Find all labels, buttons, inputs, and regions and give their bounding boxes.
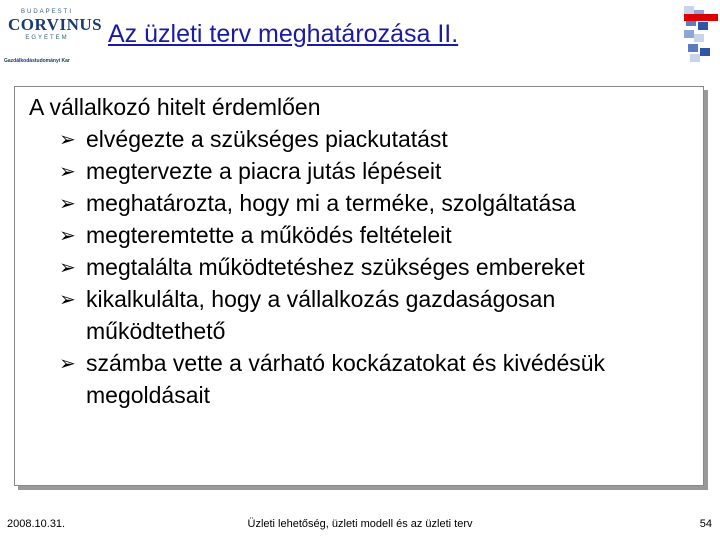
red-badge — [684, 14, 718, 21]
logo-main-text: CORVINUS — [8, 15, 103, 34]
arrow-right-icon: ➢ — [59, 287, 76, 311]
corvinus-logo — [8, 8, 103, 64]
bullet-list — [29, 123, 695, 411]
bullet-text: megtervezte a piacra jutás lépéseit — [86, 158, 442, 184]
logo-bottom-text: EGYETEM — [25, 35, 69, 41]
bullet-item — [29, 123, 695, 155]
footer-date: 2008.10.31. — [7, 518, 66, 530]
logo-top-text: BUDAPESTI — [20, 9, 73, 15]
arrow-right-icon: ➢ — [59, 223, 76, 247]
lead-text: A vállalkozó hitelt érdemlően — [29, 94, 321, 120]
content-panel — [14, 86, 704, 486]
bullet-text: megtalálta működtetéshez szükséges embereket — [86, 254, 585, 280]
arrow-right-icon: ➢ — [59, 159, 76, 183]
bullet-item — [29, 283, 695, 347]
content-body — [29, 91, 695, 411]
bullet-item — [29, 347, 695, 411]
slide-title: Az üzleti terv meghatározása II. — [108, 20, 459, 48]
arrow-right-icon: ➢ — [59, 351, 76, 375]
arrow-right-icon: ➢ — [59, 191, 76, 215]
bullet-item — [29, 187, 695, 219]
bullet-item — [29, 219, 695, 251]
arrow-right-icon: ➢ — [59, 127, 76, 151]
decorative-puzzle-logo — [680, 4, 714, 64]
bullet-text: elvégezte a szükséges piackutatást — [86, 126, 448, 152]
bullet-text: meghatározta, hogy mi a terméke, szolgáltatása — [86, 190, 576, 216]
bullet-item — [29, 155, 695, 187]
arrow-right-icon: ➢ — [59, 255, 76, 279]
bullet-text: megteremtette a működés feltételeit — [86, 222, 452, 248]
bullet-text: kikalkulálta, hogy a vállalkozás gazdaságosan működtethető — [86, 286, 556, 344]
logo-subtitle: Gazdálkodástudományi Kar — [4, 58, 70, 64]
bullet-item — [29, 251, 695, 283]
bullet-text: számba vette a várható kockázatokat és kivédésük megoldásait — [86, 350, 606, 408]
footer-title: Üzleti lehetőség, üzleti modell és az üzleti terv — [247, 518, 473, 530]
page-number: 54 — [699, 518, 712, 530]
